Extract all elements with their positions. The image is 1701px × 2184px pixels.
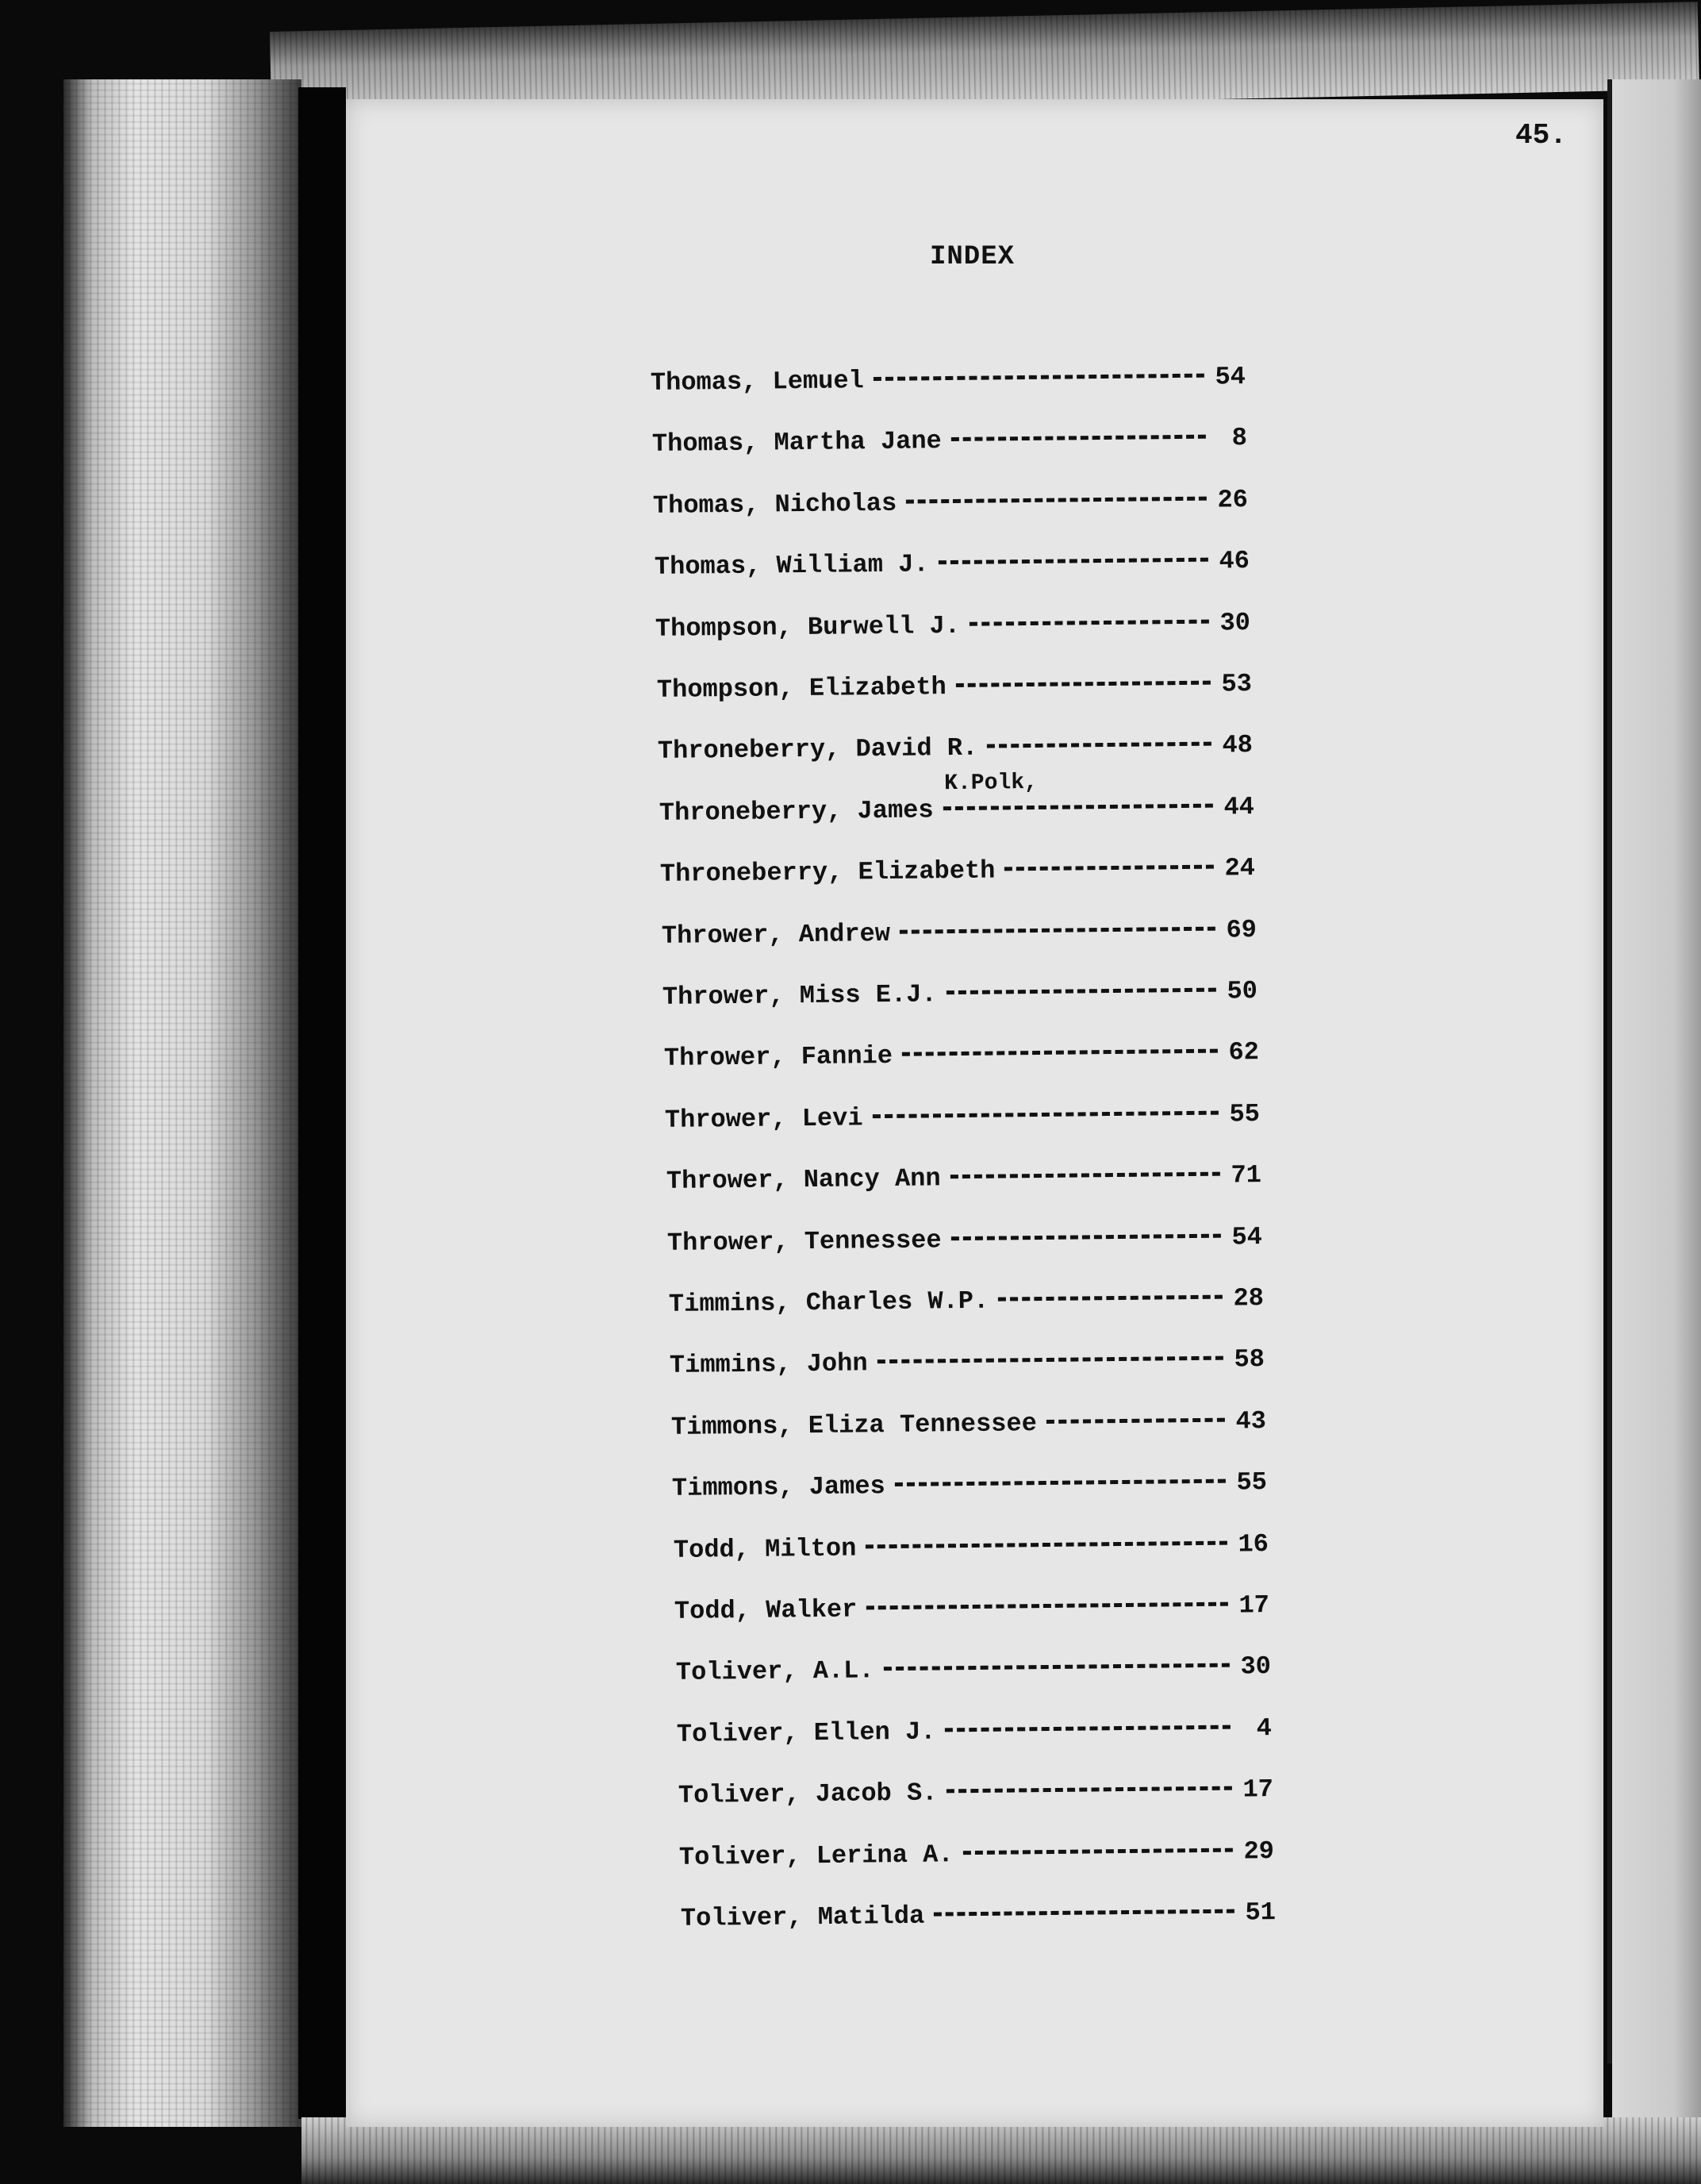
dot-leader [946, 988, 1216, 995]
index-entry-name: Todd, Milton [673, 1533, 857, 1565]
index-entry-page: 29 [1243, 1836, 1275, 1867]
index-entry-name: Thompson, Elizabeth [656, 672, 946, 705]
dot-leader [963, 1848, 1233, 1855]
index-entry [665, 1099, 1260, 1145]
page-title: INDEX [930, 242, 1016, 272]
index-entry-page: 44 [1223, 791, 1254, 822]
index-entry-name: Timmins, John [669, 1348, 868, 1381]
right-scan-border [1612, 79, 1701, 2143]
index-list [650, 362, 1523, 1952]
dot-leader [998, 1295, 1223, 1302]
dot-leader [1046, 1417, 1224, 1423]
index-entry [666, 1160, 1261, 1206]
index-entry-page: 46 [1218, 546, 1250, 576]
index-entry [653, 485, 1248, 531]
index-entry [661, 915, 1256, 961]
dot-leader [1004, 865, 1214, 871]
index-entry [668, 1283, 1263, 1329]
binding-gutter [298, 87, 346, 2119]
index-entry-name: Toliver, Matilda [680, 1901, 925, 1933]
index-entry-page: 69 [1225, 914, 1257, 945]
index-entry-page: 24 [1224, 853, 1256, 883]
index-entry [667, 1222, 1262, 1268]
index-entry-name: Thrower, Andrew [661, 918, 890, 951]
index-entry [678, 1774, 1273, 1821]
index-entry-page: 30 [1240, 1651, 1271, 1682]
index-entry-name: Toliver, Lerina A. [678, 1839, 954, 1872]
index-entry-page: 16 [1237, 1528, 1269, 1559]
dot-leader [895, 1479, 1226, 1486]
dot-leader [900, 926, 1215, 933]
index-entry-name: Timmons, Eliza Tennessee [670, 1408, 1037, 1442]
dot-leader [877, 1356, 1223, 1364]
index-entry [660, 853, 1255, 899]
dot-leader [938, 558, 1208, 565]
index-entry-name: Timmons, James [671, 1471, 886, 1504]
index-entry-page: 30 [1219, 607, 1251, 638]
index-entry [663, 1037, 1258, 1083]
dot-leader [866, 1540, 1227, 1548]
bottom-scan-border [301, 2117, 1701, 2184]
index-entry [658, 730, 1253, 776]
index-entry-name: Thomas, William J. [654, 549, 929, 583]
page-right-edge [1607, 79, 1612, 2063]
dot-leader [951, 1233, 1221, 1240]
index-entry-name: Throneberry, Elizabeth [659, 856, 996, 890]
index-entry [659, 770, 1254, 838]
index-entry-page: 62 [1227, 1037, 1259, 1067]
dot-leader [902, 1049, 1218, 1056]
index-entry-name: Thomas, Nicholas [652, 488, 897, 521]
dot-leader [950, 435, 1205, 441]
index-entry-name: Throneberry, James K.Polk, [659, 770, 1038, 828]
index-entry-page: 51 [1245, 1898, 1276, 1928]
index-entry-page: 17 [1242, 1774, 1273, 1805]
index-entry [675, 1651, 1270, 1698]
index-entry-name: Thrower, Nancy Ann [666, 1163, 941, 1197]
dot-leader [987, 742, 1211, 748]
index-entry-name: Thrower, Tennessee [666, 1225, 942, 1258]
dot-leader [970, 619, 1209, 625]
index-entry-name: Todd, Walker [674, 1594, 858, 1626]
index-entry-page: 8 [1231, 423, 1247, 453]
dot-leader [955, 681, 1210, 687]
index-entry-page: 58 [1234, 1344, 1265, 1375]
index-entry-page: 53 [1220, 669, 1252, 699]
index-entry-page: 50 [1227, 976, 1258, 1006]
index-entry-page: 54 [1231, 1221, 1263, 1252]
index-entry-name: Thrower, Fannie [663, 1041, 893, 1074]
index-entry [677, 1713, 1272, 1759]
index-entry-name: Thrower, Levi [664, 1103, 863, 1135]
index-entry-name: Toliver, A.L. [675, 1655, 874, 1688]
index-entry-page: 43 [1234, 1405, 1266, 1436]
index-entry-page: 17 [1238, 1590, 1270, 1621]
index-entry-name: Throneberry, David R. [657, 733, 978, 767]
index-entry [656, 669, 1251, 715]
dot-leader [946, 1725, 1231, 1732]
index-entry-name: Toliver, Jacob S. [678, 1778, 938, 1811]
index-entry [670, 1406, 1265, 1452]
index-entry [674, 1590, 1269, 1636]
binding-margin [63, 79, 301, 2127]
index-entry-name: Thrower, Miss E.J. [662, 979, 937, 1012]
index-entry [651, 423, 1246, 469]
dot-leader [906, 496, 1207, 503]
index-entry-name: Toliver, Ellen J. [676, 1717, 936, 1749]
index-entry-page: 54 [1215, 362, 1246, 392]
dot-leader [950, 1172, 1219, 1179]
dot-leader [946, 1786, 1232, 1794]
index-entry-name: Thomas, Martha Jane [651, 426, 942, 459]
page-number: 45. [1515, 119, 1567, 152]
index-entry [651, 362, 1246, 408]
dot-leader [867, 1602, 1229, 1610]
index-entry-page: 71 [1230, 1160, 1261, 1190]
index-entry [654, 546, 1249, 592]
index-entry-page: 55 [1236, 1467, 1268, 1498]
dot-leader [934, 1909, 1234, 1917]
index-entry [670, 1344, 1265, 1390]
index-entry-page: 28 [1232, 1283, 1264, 1313]
index-entry [672, 1467, 1267, 1513]
index-entry [673, 1529, 1268, 1575]
typed-insertion: K.Polk, [943, 770, 1038, 796]
index-entry-name: Thompson, Burwell J. [655, 610, 961, 644]
index-entry-page: 26 [1217, 484, 1249, 515]
index-entry-name: Thomas, Lemuel [650, 366, 864, 398]
dot-leader [943, 803, 1212, 810]
index-entry [679, 1836, 1274, 1882]
index-entry-page: 48 [1222, 730, 1254, 760]
dot-leader [874, 374, 1204, 381]
dot-leader [883, 1663, 1229, 1671]
index-entry [662, 976, 1258, 1022]
index-entry [680, 1898, 1275, 1944]
index-entry-page: 55 [1229, 1098, 1261, 1129]
index-entry-name: Timmins, Charles W.P. [668, 1286, 989, 1319]
index-entry-page: 4 [1256, 1713, 1273, 1744]
index-entry [655, 608, 1250, 654]
dot-leader [873, 1110, 1219, 1118]
